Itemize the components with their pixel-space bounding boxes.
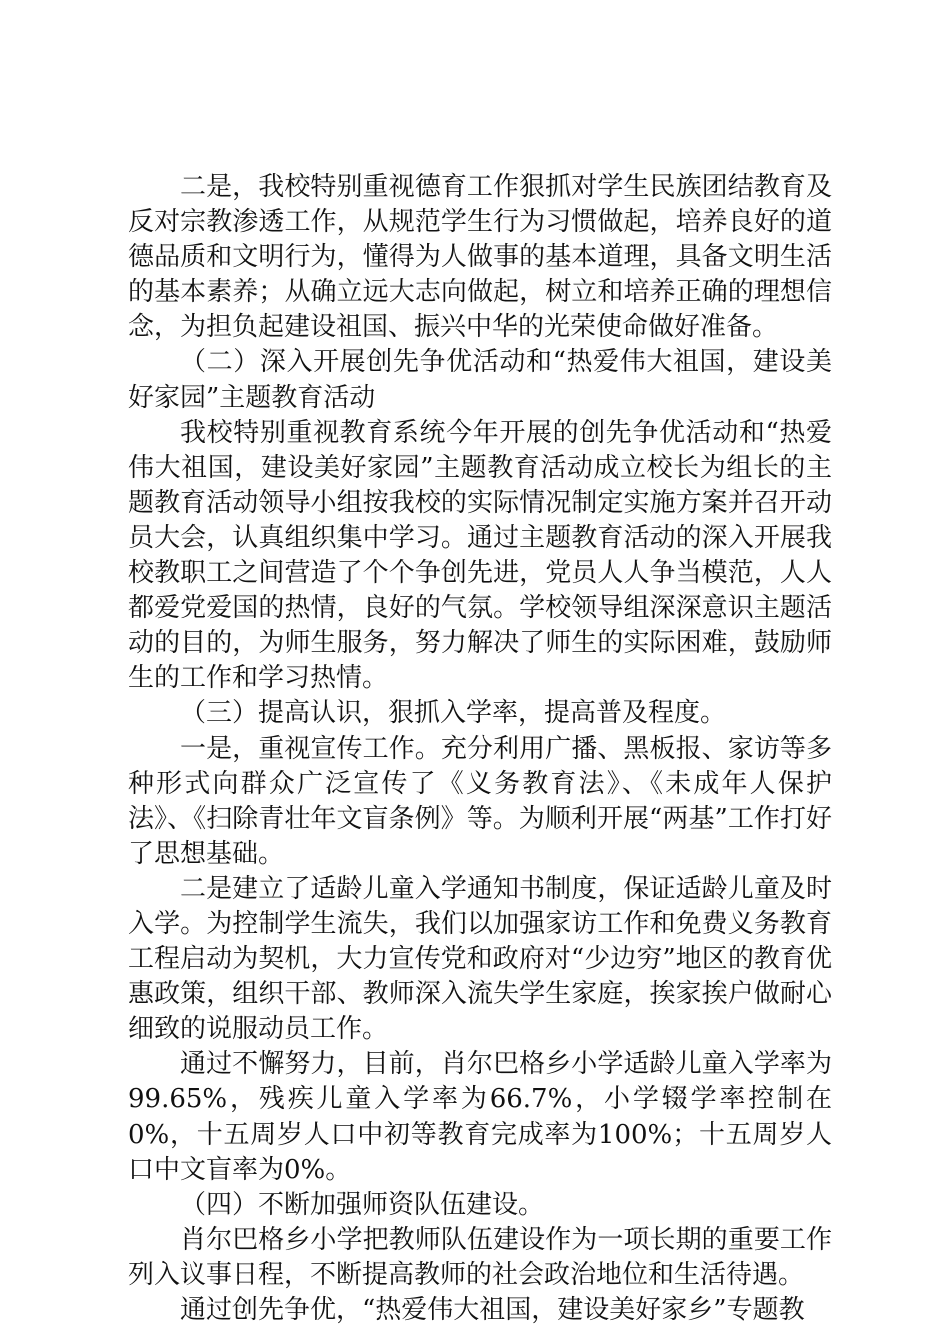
paragraph-moral-education: 二是，我校特别重视德育工作狠抓对学生民族团结教育及反对宗教渗透工作，从规范学生行为习惯做起，培养良好的道德品质和文明行为，懂得为人做事的基本道理，具备文明生活的基本素养；从确立远大志向做起，树立和培养正确的理想信念，为担负起建设祖国、振兴中华的光荣使命做好准备。 xyxy=(128,172,832,343)
paragraph-publicity: 一是，重视宣传工作。充分利用广播、黑板报、家访等多种形式向群众广泛宣传了《义务教育法》、《未成年人保护法》、《扫除青壮年文盲条例》等。为顺利开展“两基”工作打好了思想基础。 xyxy=(128,733,832,869)
paragraph-enrollment-notice: 二是建立了适龄儿童入学通知书制度，保证适龄儿童及时入学。为控制学生流失，我们以加强家访工作和免费义务教育工程启动为契机，大力宣传党和政府对“少边穷”地区的教育优惠政策，组织干部、教师深入流失学生家庭，挨家挨户做耐心细致的说服动员工作。 xyxy=(128,873,832,1045)
paragraph-theme-activity: 我校特别重视教育系统今年开展的创先争优活动和“热爱伟大祖国，建设美好家园”主题教育活动成立校长为组长的主题教育活动领导小组按我校的实际情况制定实施方案并召开动员大会，认真组织集中学习。通过主题教育活动的深入开展我校教职工之间营造了个个争创先进，党员人人争当模范，人人都爱党爱国的热情，良好的气氛。学校领导组深深意识主题活动的目的，为师生服务，努力解决了师生的实际困难，鼓励师生的工作和学习热情。 xyxy=(128,417,832,694)
section-heading-4: （四）不断加强师资队伍建设。 xyxy=(180,1189,545,1220)
paragraph-enrollment-rates: 通过不懈努力，目前，肖尔巴格乡小学适龄儿童入学率为99.65%，残疾儿童入学率为66.7%，小学辍学率控制在0%，十五周岁人口中初等教育完成率为100%；十五周岁人口中文盲率为0%。 xyxy=(128,1049,832,1185)
paragraph-teacher-team: 肖尔巴格乡小学把教师队伍建设作为一项长期的重要工作列入议事日程，不断提高教师的社会政治地位和生活待遇。 xyxy=(128,1224,832,1290)
section-heading-2: （二）深入开展创先争优活动和“热爱伟大祖国，建设美好家园”主题教育活动 xyxy=(128,347,832,413)
section-heading-3: （三）提高认识，狠抓入学率，提高普及程度。 xyxy=(180,698,727,729)
document-body xyxy=(128,170,832,1328)
paragraph-continuation: 通过创先争优，“热爱伟大祖国，建设美好家乡”专题教 xyxy=(180,1295,805,1325)
